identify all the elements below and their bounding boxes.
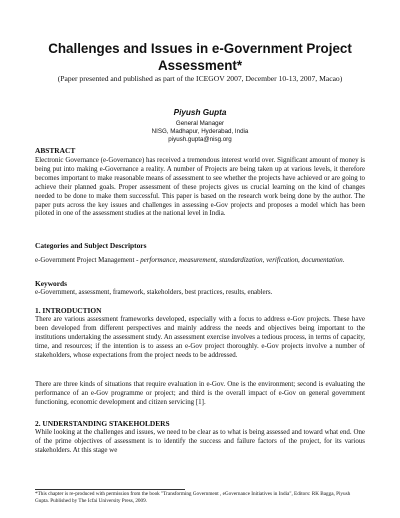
intro-paragraph-2: There are three kinds of situations that require evaluation in e-Gov. One is the environment; second is evaluating the performance of an e-Gov programme or project; and third is the overall impact of e-Gov on general government functioning, economic development and citizen servicing [1]. [35,380,365,406]
categories-lead: e-Government Project Management - [35,256,141,264]
abstract-heading: ABSTRACT [35,146,76,155]
section2-heading: 2. UNDERSTANDING STAKEHOLDERS [35,419,170,428]
categories-text [35,256,365,265]
intro-heading: 1. INTRODUCTION [35,306,102,315]
author-org: NISG, Madhapur, Hyderabad, India [151,128,249,135]
categories-terms: performance, measurement, standardization, verification, documentation. [140,256,345,264]
keywords-heading: Keywords [35,279,68,288]
footnote: *This chapter is re-produced with permission from the book "Transforming Government , eGovernance Initiatives in India", Editors: RK Bagga, Piyush Gupta. Published by The Icfai University Press, 2009. [35,491,351,504]
paper-subtitle: (Paper presented and published as part of the ICEGOV 2007, December 10-13, 2007, Macao) [57,74,343,83]
paper-title: Challenges and Issues in e-Government Project Assessment* [48,41,352,73]
author-name: Piyush Gupta [173,108,227,117]
categories-heading: Categories and Subject Descriptors [35,241,147,250]
footnote-rule [35,489,185,490]
abstract-text: Electronic Governance (e-Governance) has received a tremendous interest world over. Significant amount of money is being put into making e-Governance a reality. A number of Projects are being taken up at various levels, it therefore becomes important to make reasonable means of assessment to see whether the projects have achieved or are going to achieve their planned goals. Proper assessment of these projects gives us crucial learning on the kind of changes needed to be done to make them successful. This paper is based on the research work being done by the author. The paper puts across the key issues and challenges in assessing e-Gov projects and proposes a model which has been piloted in one of the assessment studies at the national level in India. [35,156,365,218]
intro-paragraph-1: There are various assessment frameworks developed, especially with a focus to address e-Gov projects. These have been developed from different perspectives and mainly address the needs and objectives being important to the institutions undertaking the assessment study. An assessment exercise involves a tedious process, in terms of capacity, time, and resources; if the intention is to assess an e-Gov project thoroughly. e-Gov projects involve a number of stakeholders, whose expectations from the project needs to be addressed. [35,315,365,359]
section2-paragraph-1: While looking at the challenges and issues, we need to be clear as to what is being assessed and toward what end. One of the prime objectives of assessment is to identify the success and failure factors of the project, for its various stakeholders. At this stage we [35,428,365,454]
author-role: General Manager [175,120,225,127]
author-email: piyush.gupta@nisg.org [168,136,232,143]
keywords-text: e-Government, assessment, framework, stakeholders, best practices, results, enablers. [35,288,273,296]
